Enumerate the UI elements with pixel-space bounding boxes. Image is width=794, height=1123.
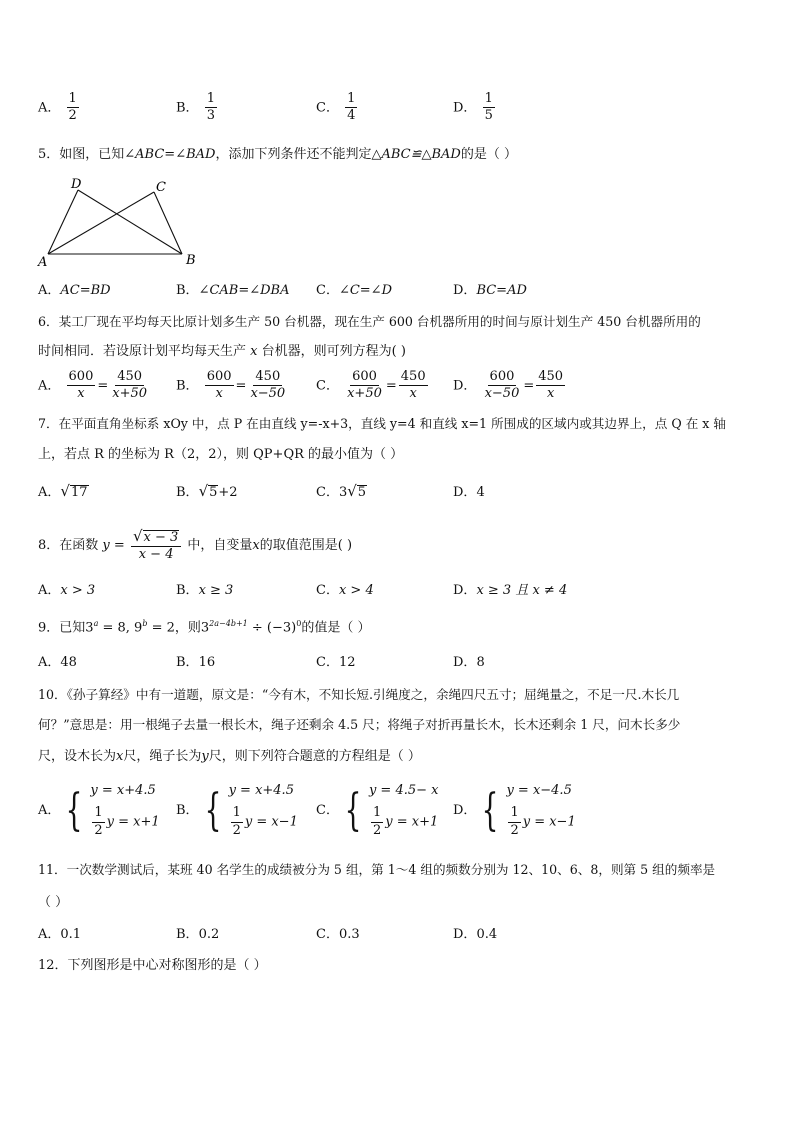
q5-option-b: B．∠CAB=∠DBA: [176, 283, 290, 298]
label-b: B: [186, 253, 196, 268]
q11-option-d: D．0.4: [453, 927, 498, 942]
label-c: C: [156, 180, 166, 195]
q9-stem: 9．已知$3^a = 8$, $9^b = 2$，则$3^{2a-4b+1} \div (-3)^0$的值是（ ）: [38, 619, 371, 636]
q7-stem-line2: 上，若点 R 的坐标为 R（2，2），则 QP+QR 的最小值为（ ）: [38, 447, 404, 462]
q5-option-d: D．BC=AD: [453, 283, 527, 298]
q6-option-b: B． $\frac{600}{x}$ = $\frac{450}{x-50}$: [176, 369, 286, 402]
q10-stem-line2: 何？”意思是：用一根绳子去量一根长木，绳子还剩余 4.5 尺；将绳子对折再量长木，长木还剩余 1 尺，问木长多少: [38, 717, 681, 732]
fraction: $\frac{1}{5}$: [484, 91, 493, 124]
segment-db: [78, 190, 182, 254]
q4-option-c: C． $\frac{1}{4}$: [316, 91, 356, 124]
q6-option-d: D． $\frac{600}{x-50}$ = $\frac{450}{x}$: [453, 369, 564, 402]
q7-stem-line1: 7．在平面直角坐标系 xOy 中，点 P 在由直线 y=-x+3，直线 y=4 和直线 x=1 所围成的区域内或其边界上，点 Q 在 x 轴: [38, 416, 726, 431]
q6-stem-line2: 时间相同．若设原计划平均每天生产 x 台机器，则可列方程为( ): [38, 344, 406, 359]
q5-option-c: C．∠C=∠D: [316, 283, 393, 298]
q8-option-b: B．x ≥ 3: [176, 583, 234, 598]
q9-option-c: C．12: [316, 655, 356, 670]
q5-figure: [36, 176, 206, 268]
q10-option-b: B． { y = x+4.5 $\frac{1}{2}$ y = x−1: [176, 783, 298, 838]
segment-cb: [154, 192, 182, 254]
segment-ac: [48, 192, 154, 254]
q5-option-a: A．AC=BD: [38, 283, 111, 298]
q4-option-b: B． $\frac{1}{3}$: [176, 91, 215, 124]
fraction: $\frac{1}{4}$: [347, 91, 356, 124]
q6-option-c: C． $\frac{600}{x+50}$ = $\frac{450}{x}$: [316, 369, 426, 402]
q7-option-d: D．4: [453, 485, 485, 500]
q11-option-c: C．0.3: [316, 927, 360, 942]
q9-option-d: D．8: [453, 655, 485, 670]
q10-stem-line1: 10．《孙子算经》中有一道题，原文是：“今有木，不知长短.引绳度之，余绳四尺五寸；屈绳量之，不足一尺.木长几: [38, 687, 680, 702]
q8-option-a: A．x > 3: [38, 583, 96, 598]
q10-stem-line3: 尺，设木长为x尺，绳子长为y尺，则下列符合题意的方程组是（ ）: [38, 749, 421, 764]
q11-stem-line2: （ ）: [38, 895, 69, 910]
q4-option-d: D． $\frac{1}{5}$: [453, 91, 493, 124]
q4-option-a: A． $\frac{1}{2}$: [38, 91, 77, 124]
segment-ad: [48, 190, 78, 254]
q10-option-c: C． { y = 4.5− x $\frac{1}{2}$ y = x+1: [316, 783, 439, 838]
q9-option-b: B．16: [176, 655, 216, 670]
label-a: A: [38, 255, 48, 268]
q7-option-a: A．√17: [38, 482, 88, 500]
q7-option-c: C．3√5: [316, 482, 367, 500]
q12-stem: 12．下列图形是中心对称图形的是（ ）: [38, 958, 267, 973]
q8-stem: 8．在函数 y = $\frac{√x - 3}{x - 4}$ 中，自变量x的取值范围是( ): [38, 527, 353, 563]
q8-option-d: D．x ≥ 3 且 x ≠ 4: [453, 583, 568, 598]
q11-stem-line1: 11．一次数学测试后，某班 40 名学生的成绩被分为 5 组，第 1～4 组的频数分别为 12、10、6、8，则第 5 组的频率是: [38, 862, 716, 877]
q10-option-a: A． { y = x+4.5 $\frac{1}{2}$ y = x+1: [38, 783, 160, 838]
fraction: $\frac{√x - 3}{x - 4}$: [131, 528, 181, 563]
fraction: $\frac{1}{3}$: [206, 91, 215, 124]
q6-stem-line1: 6．某工厂现在平均每天比原计划多生产 50 台机器，现在生产 600 台机器所用的时间与原计划生产 450 台机器所用的: [38, 314, 701, 329]
q11-option-a: A．0.1: [38, 927, 82, 942]
q8-option-c: C．x > 4: [316, 583, 374, 598]
q6-option-a: A． $\frac{600}{x}$ = $\frac{450}{x+50}$: [38, 369, 148, 402]
fraction: $\frac{1}{2}$: [68, 91, 77, 124]
label-d: D: [71, 177, 82, 192]
q9-option-a: A．48: [38, 655, 77, 670]
q10-option-d: D． { y = x−4.5 $\frac{1}{2}$ y = x−1: [453, 783, 576, 838]
q5-stem: 5．如图，已知∠ABC=∠BAD，添加下列条件还不能判定△ABC≌△BAD的是（ ）: [38, 147, 517, 162]
q11-option-b: B．0.2: [176, 927, 220, 942]
q7-option-b: B．√5+2: [176, 482, 238, 500]
